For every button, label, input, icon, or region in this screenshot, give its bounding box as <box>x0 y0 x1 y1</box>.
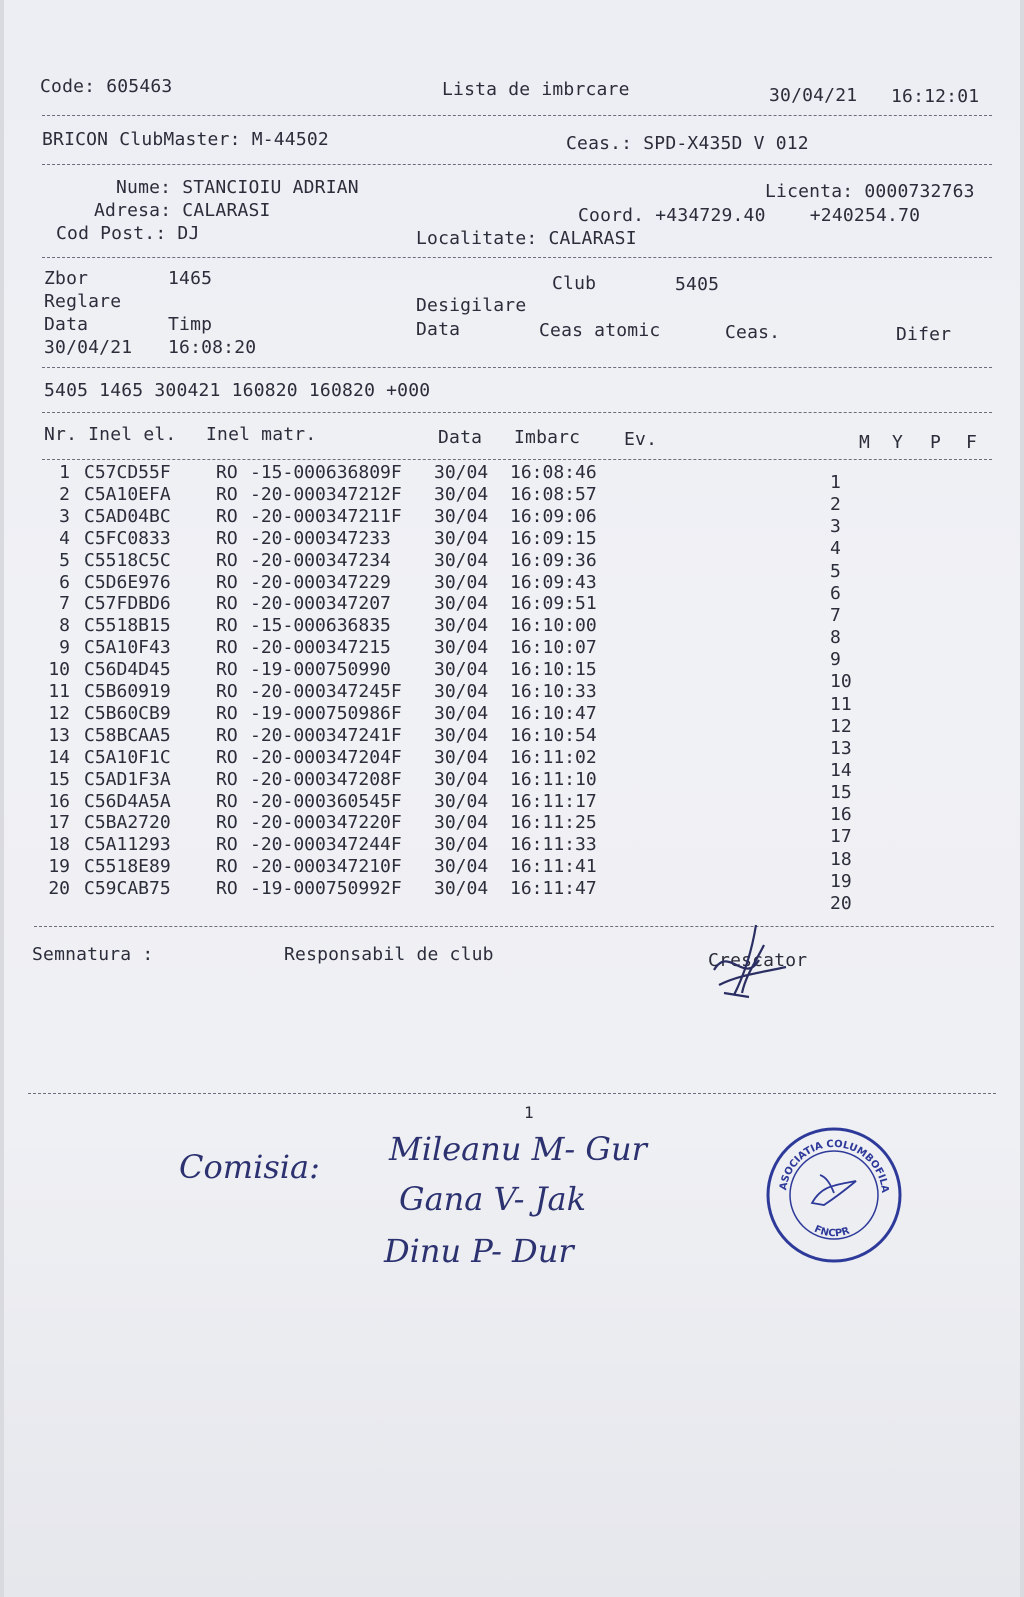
row-country: RO <box>216 483 238 505</box>
row-inel-matr: -20-000347212F <box>250 483 402 505</box>
row-country: RO <box>216 505 238 527</box>
row-imbarc: 16:10:47 <box>510 702 597 724</box>
row-inel-matr: -20-000347215 <box>250 637 391 659</box>
table-row <box>44 485 644 505</box>
commission-member-3: Dinu P- Dur <box>384 1232 574 1270</box>
row-date: 30/04 <box>434 681 489 702</box>
flight-label: Zbor <box>44 268 89 289</box>
responsabil-label: Responsabil de club <box>284 944 494 965</box>
row-date: 30/04 <box>434 702 489 724</box>
divider <box>42 115 992 116</box>
difer-label: Difer <box>896 324 952 345</box>
reglare-label: Reglare <box>44 291 122 312</box>
owner-postal: Cod Post.: DJ <box>56 223 200 244</box>
row-number: 12 <box>48 702 70 724</box>
row-inel-matr: -20-000347204F <box>250 746 402 768</box>
row-country: RO <box>216 878 238 900</box>
row-m-value: 2 <box>830 494 841 516</box>
table-row <box>44 879 644 899</box>
row-inel-el: C5518E89 <box>84 856 171 878</box>
row-inel-el: C5BA2720 <box>84 812 171 834</box>
row-m-value: 3 <box>830 516 841 538</box>
table-row <box>44 638 644 658</box>
col-f: F <box>966 432 978 453</box>
header-time: 16:12:01 <box>891 86 980 107</box>
ceas-label: Ceas. <box>725 322 781 343</box>
summary-line: 5405 1465 300421 160820 160820 +000 <box>44 380 431 401</box>
row-date: 30/04 <box>434 790 489 812</box>
table-row <box>44 573 644 593</box>
row-inel-el: C5A10F1C <box>84 746 171 768</box>
divider <box>34 926 994 927</box>
row-m-value: 10 <box>830 671 852 693</box>
row-imbarc: 16:10:54 <box>510 724 597 746</box>
row-inel-el: C5A10EFA <box>84 483 171 505</box>
table-row <box>44 748 644 768</box>
row-inel-matr: -15-000636809F <box>250 462 402 483</box>
row-number: 8 <box>59 615 70 637</box>
owner-license: Licenta: 0000732763 <box>765 181 975 202</box>
row-number: 16 <box>48 790 70 812</box>
crescator-label: Crescator <box>708 950 808 971</box>
row-date: 30/04 <box>434 505 489 527</box>
row-inel-el: C57CD55F <box>84 462 171 483</box>
row-imbarc: 16:08:57 <box>510 483 597 505</box>
divider <box>42 257 992 258</box>
row-inel-el: C5AD04BC <box>84 505 171 527</box>
row-m-value: 13 <box>830 737 852 759</box>
row-inel-el: C5D6E976 <box>84 571 171 593</box>
row-m-value: 14 <box>830 759 852 781</box>
row-number: 7 <box>59 593 70 615</box>
col-data: Data <box>438 427 483 448</box>
row-imbarc: 16:10:15 <box>510 659 597 681</box>
row-date: 30/04 <box>434 856 489 878</box>
row-m-value: 12 <box>830 715 852 737</box>
row-country: RO <box>216 746 238 768</box>
row-inel-matr: -20-000347208F <box>250 768 402 790</box>
row-country: RO <box>216 637 238 659</box>
col-nr-inel-el: Nr. Inel el. <box>44 424 177 445</box>
row-inel-el: C5518C5C <box>84 549 171 571</box>
row-inel-matr: -20-000347211F <box>250 505 402 527</box>
row-m-value: 5 <box>830 560 841 582</box>
svg-text:FNCPR: FNCPR <box>812 1223 852 1240</box>
commission-member-2: Gana V- Jak <box>399 1180 586 1218</box>
row-inel-matr: -15-000636835 <box>250 615 391 637</box>
row-imbarc: 16:10:00 <box>510 615 597 637</box>
row-m-value: 11 <box>830 693 852 715</box>
row-inel-matr: -19-000750986F <box>250 702 402 724</box>
row-inel-matr: -20-000347233 <box>250 527 391 549</box>
row-m-value: 15 <box>830 782 852 804</box>
row-inel-el: C5A11293 <box>84 834 171 856</box>
table-row <box>44 792 644 812</box>
row-date: 30/04 <box>434 812 489 834</box>
row-date: 30/04 <box>434 571 489 593</box>
table-row <box>44 770 644 790</box>
flight-number: 1465 <box>168 268 213 289</box>
row-country: RO <box>216 571 238 593</box>
desigilare-label: Desigilare <box>416 295 527 316</box>
row-number: 14 <box>48 746 70 768</box>
row-imbarc: 16:08:46 <box>510 462 597 483</box>
club-label: Club <box>552 273 597 294</box>
table-row <box>44 660 644 680</box>
row-m-value: 17 <box>830 826 852 848</box>
row-number: 20 <box>48 878 70 900</box>
club-stamp <box>764 1125 904 1265</box>
commission-member-1: Mileanu M- Gur <box>389 1130 647 1168</box>
row-date: 30/04 <box>434 746 489 768</box>
row-country: RO <box>216 462 238 483</box>
row-date: 30/04 <box>434 768 489 790</box>
desig-data-label: Data <box>416 319 461 340</box>
row-imbarc: 16:11:41 <box>510 856 597 878</box>
row-inel-matr: -20-000347244F <box>250 834 402 856</box>
row-inel-el: C5B60919 <box>84 681 171 702</box>
row-imbarc: 16:11:33 <box>510 834 597 856</box>
row-inel-matr: -20-000347207 <box>250 593 391 615</box>
row-date: 30/04 <box>434 878 489 900</box>
owner-coords: Coord. +434729.40 +240254.70 <box>578 205 921 226</box>
table-row <box>44 529 644 549</box>
row-country: RO <box>216 527 238 549</box>
row-inel-el: C5B60CB9 <box>84 702 171 724</box>
row-imbarc: 16:11:10 <box>510 768 597 790</box>
row-inel-el: C5FC0833 <box>84 527 171 549</box>
row-number: 6 <box>59 571 70 593</box>
row-number: 5 <box>59 549 70 571</box>
col-inel-matr: Inel matr. <box>206 424 317 445</box>
row-number: 11 <box>48 681 70 702</box>
row-country: RO <box>216 702 238 724</box>
col-imbarc: Imbarc <box>514 427 581 448</box>
table-row <box>44 857 644 877</box>
row-m-value: 4 <box>830 538 841 560</box>
row-date: 30/04 <box>434 483 489 505</box>
row-inel-el: C56D4A5A <box>84 790 171 812</box>
row-inel-el: C5AD1F3A <box>84 768 171 790</box>
row-number: 1 <box>59 462 70 483</box>
table-row <box>44 726 644 746</box>
row-date: 30/04 <box>434 834 489 856</box>
page-number: 1 <box>524 1103 534 1122</box>
row-m-value: 20 <box>830 892 852 914</box>
table-row <box>44 463 644 483</box>
row-imbarc: 16:09:36 <box>510 549 597 571</box>
row-imbarc: 16:09:06 <box>510 505 597 527</box>
club-number: 5405 <box>675 274 720 295</box>
row-inel-matr: -20-000347234 <box>250 549 391 571</box>
row-number: 4 <box>59 527 70 549</box>
table-row <box>44 813 644 833</box>
row-m-value: 8 <box>830 627 841 649</box>
row-inel-el: C5A10F43 <box>84 637 171 659</box>
row-number: 3 <box>59 505 70 527</box>
row-inel-matr: -20-000347220F <box>250 812 402 834</box>
row-country: RO <box>216 768 238 790</box>
row-imbarc: 16:09:43 <box>510 571 597 593</box>
row-inel-el: C56D4D45 <box>84 659 171 681</box>
table-row <box>44 551 644 571</box>
row-inel-el: C57FDBD6 <box>84 593 171 615</box>
row-number: 17 <box>48 812 70 834</box>
row-inel-matr: -20-000347245F <box>250 681 402 702</box>
header-date: 30/04/21 <box>769 85 858 106</box>
table-row <box>44 704 644 724</box>
row-inel-el: C5518B15 <box>84 615 171 637</box>
divider <box>28 1093 996 1094</box>
row-country: RO <box>216 724 238 746</box>
divider <box>42 367 992 368</box>
row-number: 19 <box>48 856 70 878</box>
divider <box>42 459 992 460</box>
row-country: RO <box>216 790 238 812</box>
row-date: 30/04 <box>434 462 489 483</box>
ceas-atomic-label: Ceas atomic <box>539 320 661 341</box>
row-country: RO <box>216 812 238 834</box>
owner-address: Adresa: CALARASI <box>94 200 271 221</box>
row-number: 13 <box>48 724 70 746</box>
row-date: 30/04 <box>434 593 489 615</box>
row-inel-matr: -20-000347241F <box>250 724 402 746</box>
row-date: 30/04 <box>434 637 489 659</box>
row-number: 10 <box>48 659 70 681</box>
row-number: 2 <box>59 483 70 505</box>
col-y: Y <box>892 432 904 453</box>
row-imbarc: 16:10:07 <box>510 637 597 659</box>
comisia-label: Comisia: <box>179 1148 320 1186</box>
row-imbarc: 16:10:33 <box>510 681 597 702</box>
row-date: 30/04 <box>434 549 489 571</box>
col-p: P <box>930 432 942 453</box>
reglare-date: 30/04/21 <box>44 337 133 358</box>
col-ev: Ev. <box>624 429 658 450</box>
row-m-value: 9 <box>830 649 841 671</box>
data-label: Data <box>44 314 89 335</box>
header-code: Code: 605463 <box>40 76 173 97</box>
receipt-paper <box>4 0 1020 1597</box>
row-country: RO <box>216 659 238 681</box>
row-date: 30/04 <box>434 724 489 746</box>
table-row <box>44 616 644 636</box>
row-imbarc: 16:11:25 <box>510 812 597 834</box>
row-country: RO <box>216 856 238 878</box>
clock-line: Ceas.: SPD-X435D V 012 <box>566 133 809 154</box>
row-m-value: 16 <box>830 804 852 826</box>
row-date: 30/04 <box>434 615 489 637</box>
row-imbarc: 16:09:51 <box>510 593 597 615</box>
row-inel-el: C59CAB75 <box>84 878 171 900</box>
row-country: RO <box>216 593 238 615</box>
svg-text:ASOCIATIA COLUMBOFILA: ASOCIATIA COLUMBOFILA <box>778 1138 891 1194</box>
table-row <box>44 594 644 614</box>
row-inel-matr: -20-000347229 <box>250 571 391 593</box>
owner-name: Nume: STANCIOIU ADRIAN <box>116 177 359 198</box>
row-imbarc: 16:09:15 <box>510 527 597 549</box>
row-imbarc: 16:11:02 <box>510 746 597 768</box>
row-country: RO <box>216 615 238 637</box>
row-date: 30/04 <box>434 527 489 549</box>
row-m-value: 7 <box>830 604 841 626</box>
row-number: 9 <box>59 637 70 659</box>
breeder-signature <box>704 915 794 1005</box>
row-m-value: 19 <box>830 870 852 892</box>
semnatura-label: Semnatura : <box>32 944 154 965</box>
row-inel-matr: -19-000750992F <box>250 878 402 900</box>
row-inel-matr: -19-000750990 <box>250 659 391 681</box>
table-row <box>44 835 644 855</box>
reglare-time: 16:08:20 <box>168 337 257 358</box>
timp-label: Timp <box>168 314 213 335</box>
table-row <box>44 507 644 527</box>
owner-locality: Localitate: CALARASI <box>416 228 637 249</box>
row-inel-el: C58BCAA5 <box>84 724 171 746</box>
row-number: 18 <box>48 834 70 856</box>
row-m-value: 1 <box>830 472 841 493</box>
row-inel-matr: -20-000360545F <box>250 790 402 812</box>
row-imbarc: 16:11:47 <box>510 878 597 900</box>
row-country: RO <box>216 681 238 702</box>
row-country: RO <box>216 549 238 571</box>
row-date: 30/04 <box>434 659 489 681</box>
table-row <box>44 682 644 702</box>
row-country: RO <box>216 834 238 856</box>
row-m-value: 18 <box>830 848 852 870</box>
divider <box>42 164 992 165</box>
row-m-value: 6 <box>830 582 841 604</box>
page-title: Lista de imbrcare <box>442 79 630 100</box>
row-number: 15 <box>48 768 70 790</box>
row-imbarc: 16:11:17 <box>510 790 597 812</box>
clubmaster-line: BRICON ClubMaster: M-44502 <box>42 129 329 150</box>
divider <box>42 412 992 413</box>
row-inel-matr: -20-000347210F <box>250 856 402 878</box>
col-m: M <box>859 432 871 453</box>
